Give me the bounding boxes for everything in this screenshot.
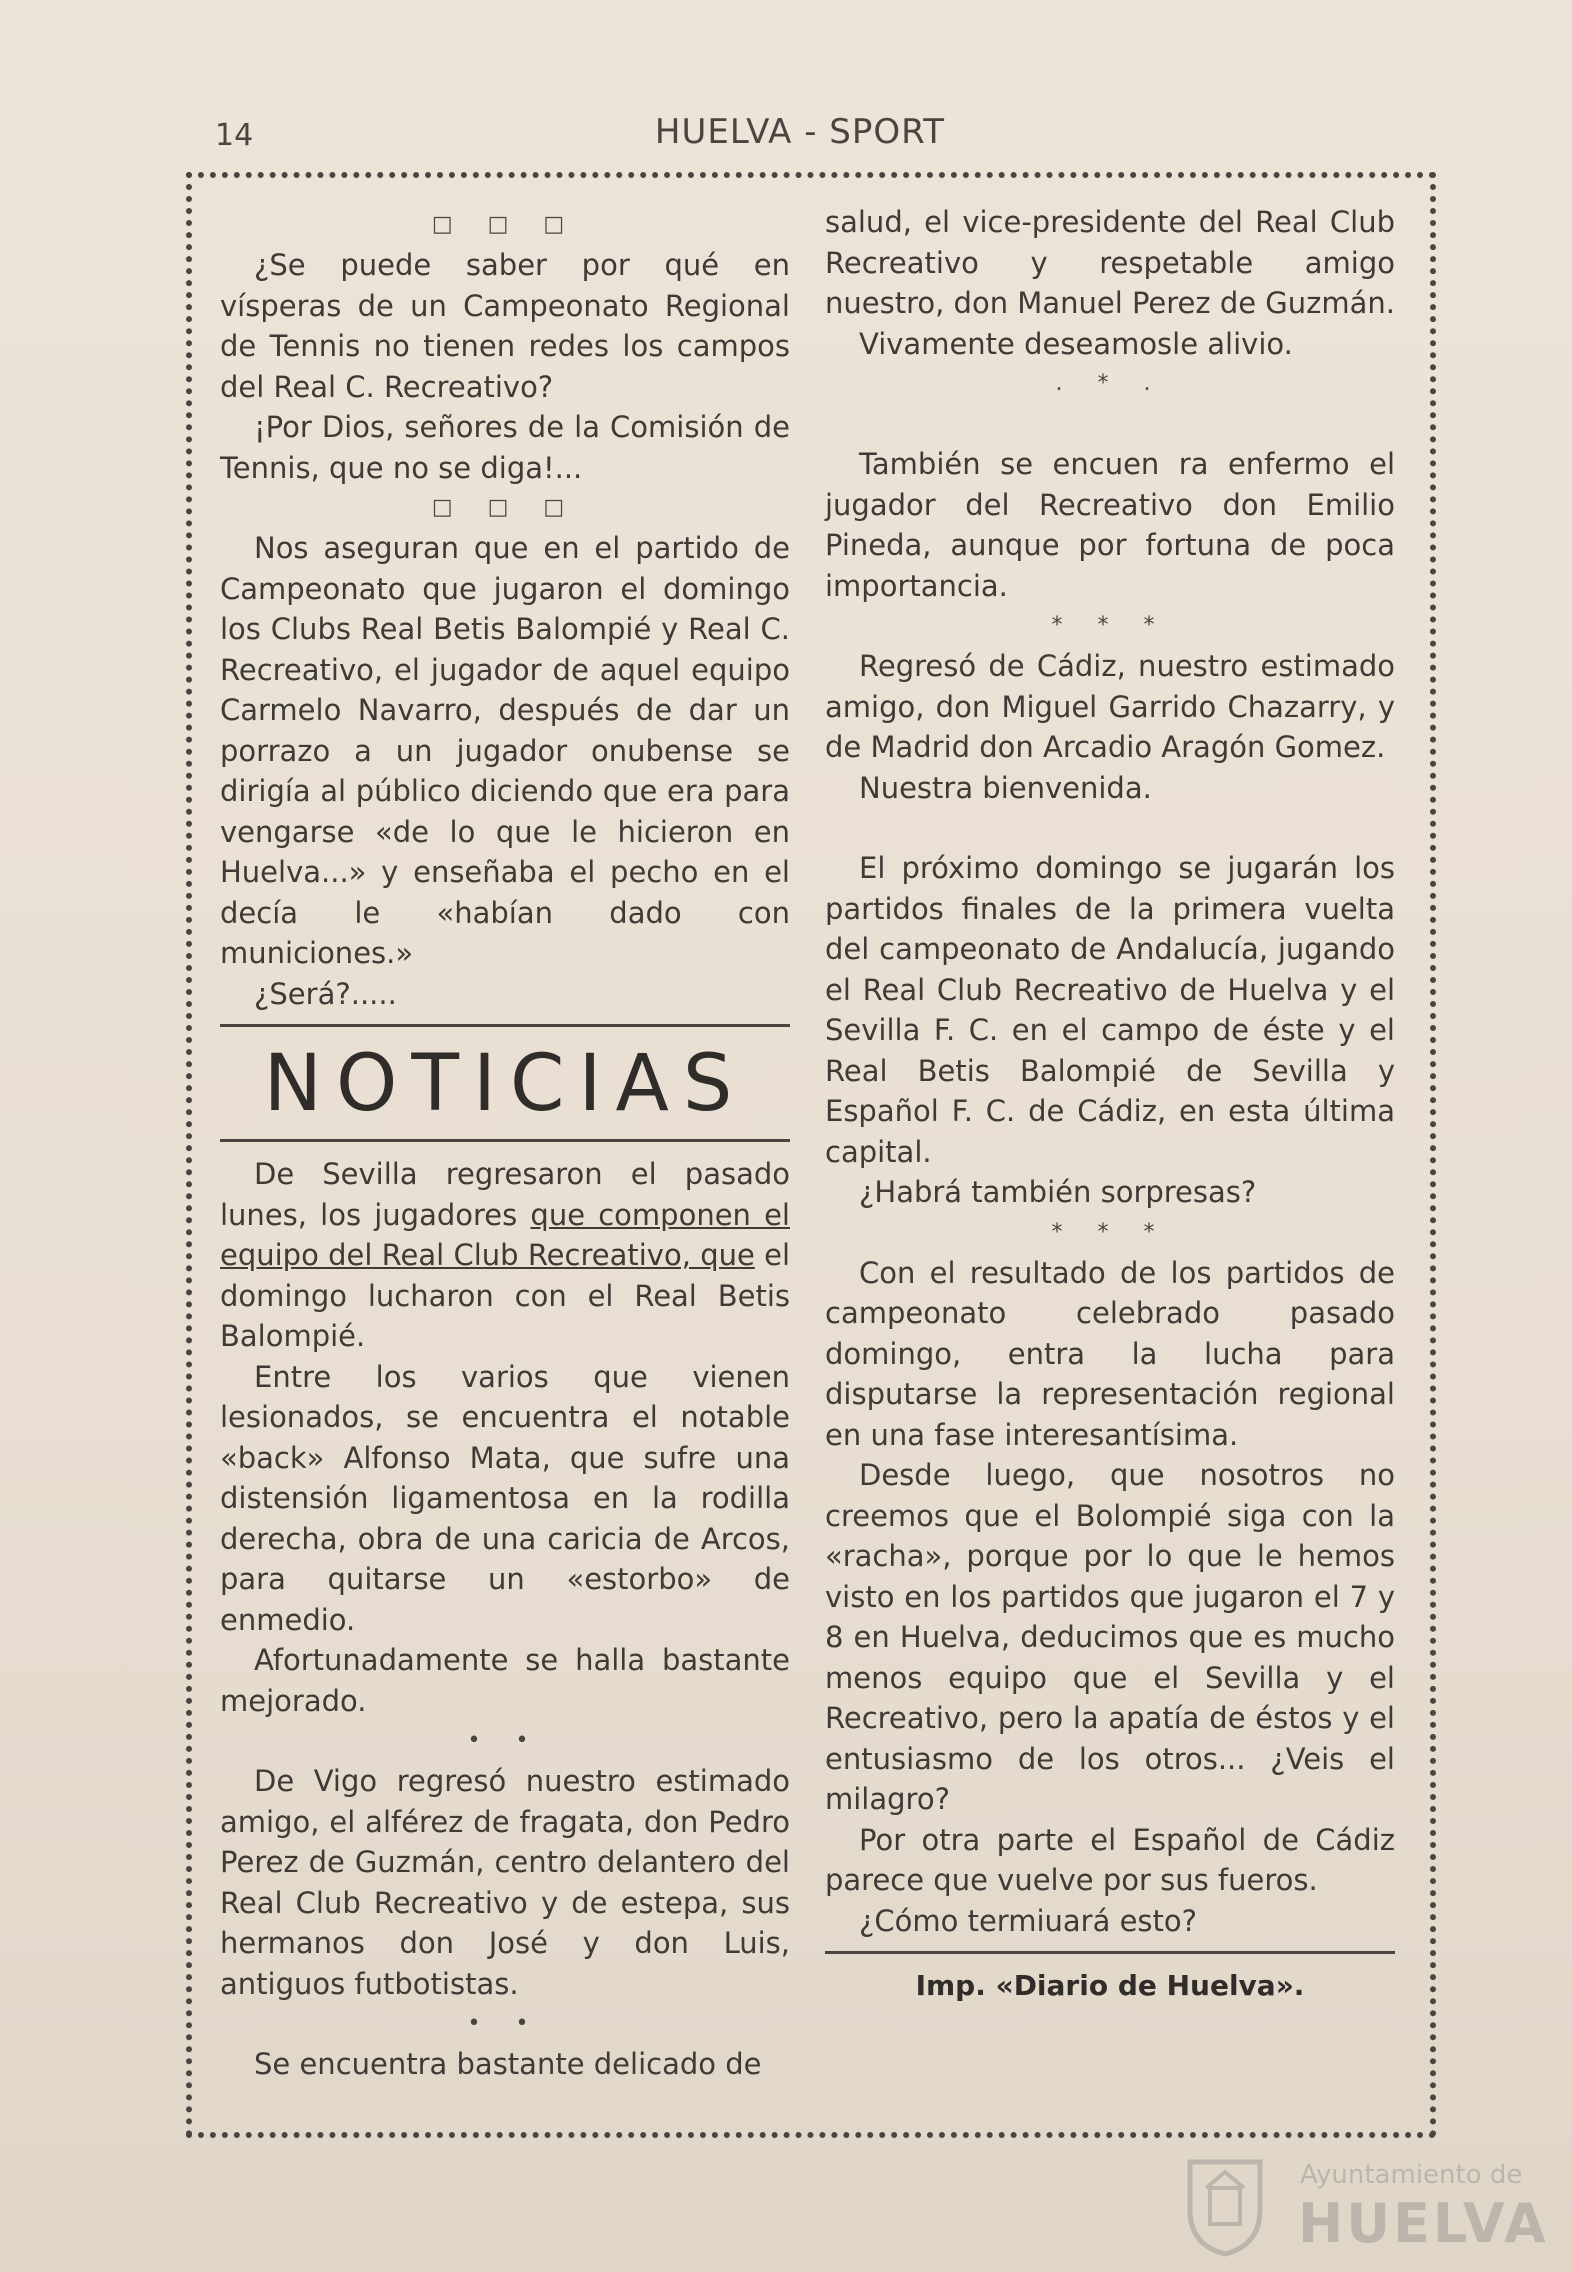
news-paragraph: Regresó de Cádiz, nuestro estimado amigo, don Miguel Garrido Chazarry, y de Madrid don Arcadio Aragón Gomez. bbox=[825, 649, 1395, 764]
section-heading-noticias: NOTICIAS bbox=[263, 1039, 747, 1129]
news-paragraph: Vivamente deseamosle alivio. bbox=[859, 326, 1293, 361]
ornament-dots: • • bbox=[467, 2011, 543, 2036]
ornament-squares: □ □ □ bbox=[431, 212, 579, 237]
archive-watermark bbox=[1170, 2150, 1560, 2260]
text-run: De Sevilla regresaron el pasado lunes, los jugadores bbox=[220, 1157, 790, 1232]
paragraph: ¿Será?..... bbox=[254, 976, 397, 1011]
running-head-title: HUELVA - SPORT bbox=[654, 112, 946, 152]
section-rule-bottom bbox=[220, 1139, 790, 1142]
ornament-asterisks: * * * bbox=[1051, 1219, 1169, 1245]
news-paragraph: Por otra parte el Español de Cádiz parece que vuelve por sus fueros. bbox=[825, 1822, 1395, 1897]
left-column bbox=[220, 205, 790, 2085]
printer-imprint: Imp. «Diario de Huelva». bbox=[915, 1969, 1305, 2002]
news-paragraph: Afortunadamente se halla bastante mejorado. bbox=[220, 1643, 790, 1718]
spacer bbox=[825, 404, 1395, 444]
news-paragraph: También se encuen ra enfermo el jugador del Recreativo don Emilio Pineda, aunque por fortuna de poca importancia. bbox=[825, 447, 1395, 603]
watermark-small-text: Ayuntamiento de bbox=[1300, 2160, 1523, 2190]
underlined-text-run: que componen el equipo del Real Club Recreativo, que bbox=[220, 1197, 790, 1272]
news-paragraph: El próximo domingo se jugarán los partidos finales de la primera vuelta del campeonato de Andalucía, jugando el Real Club Recreativo de Huelva y el Sevilla F. C. en el campo de éste y el Real Betis Balompié de Sevilla y Español F. C. de Cádiz, en esta última capital. bbox=[825, 851, 1395, 1169]
watermark-big-text: HUELVA bbox=[1298, 2192, 1549, 2255]
page-number: 14 bbox=[215, 118, 254, 153]
news-paragraph: Nuestra bienvenida. bbox=[859, 770, 1152, 805]
city-seal-icon bbox=[1170, 2150, 1280, 2260]
paragraph: ¿Se puede saber por qué en vísperas de un Campeonato Regional de Tennis no tienen redes los campos del Real C. Recreativo? bbox=[220, 248, 790, 404]
news-paragraph: Se encuentra bastante delicado de bbox=[254, 2047, 762, 2081]
paragraph: ¡Por Dios, señores de la Comisión de Tennis, que no se diga!... bbox=[220, 410, 790, 485]
news-paragraph: Entre los varios que vienen lesionados, se encuentra el notable «back» Alfonso Mata, que sufre una distensión ligamentosa en la rodilla derecha, obra de una caricia de Arcos, para quitarse un «estorbo» de enmedio. bbox=[220, 1359, 790, 1637]
text-run: el domingo lucharon con el Real Betis Balompié. bbox=[220, 1238, 790, 1353]
ornament-asterisk: . * . bbox=[1055, 371, 1165, 396]
news-paragraph: De Vigo regresó nuestro estimado amigo, el alférez de fragata, don Pedro Perez de Guzmán, centro delantero del Real Club Recreativo y de estepa, sus hermanos don José y don Luis, antiguos futbotistas. bbox=[220, 1764, 790, 2001]
news-paragraph: Con el resultado de los partidos de campeonato celebrado pasado domingo, entra la lucha para disputarse la representación regional en una fase interesantísima. bbox=[825, 1255, 1395, 1452]
ornament-dots: • • bbox=[467, 1728, 543, 1753]
closing-rule bbox=[825, 1951, 1395, 1954]
ornament-squares: □ □ □ bbox=[431, 495, 579, 520]
right-column bbox=[825, 202, 1395, 2007]
news-paragraph: ¿Habrá también sorpresas? bbox=[859, 1175, 1257, 1209]
news-paragraph bbox=[220, 1154, 790, 1357]
news-paragraph: Desde luego, que nosotros no creemos que el Bolompié siga con la «racha», porque por lo que le hemos visto en los partidos que jugaron el 7 y 8 en Huelva, deducimos que es mucho menos equipo que el Sevilla y el Recreativo, pero la apatía de éstos y el entusiasmo de los otros... ¿Veis el milagro? bbox=[825, 1458, 1395, 1816]
ornament-asterisks: * * * bbox=[1051, 613, 1169, 638]
paragraph: Nos aseguran que en el partido de Campeonato que jugaron el domingo los Clubs Real Betis Balompié y Real C. Recreativo, el jugador de aquel equipo Carmelo Navarro, después de dar un porrazo a un jugador onubense se dirigía al público diciendo que era para vengarse «de lo que le hicieron en Huelva...» y enseñaba el pecho en el decía le «habían dado con municiones.» bbox=[220, 531, 790, 970]
news-paragraph: salud, el vice-presidente del Real Club Recreativo y respetable amigo nuestro, don Manuel Perez de Guzmán. bbox=[825, 205, 1395, 320]
news-paragraph: ¿Cómo termiuará esto? bbox=[859, 1903, 1198, 1938]
section-rule-top bbox=[220, 1024, 790, 1027]
spacer bbox=[825, 808, 1395, 848]
